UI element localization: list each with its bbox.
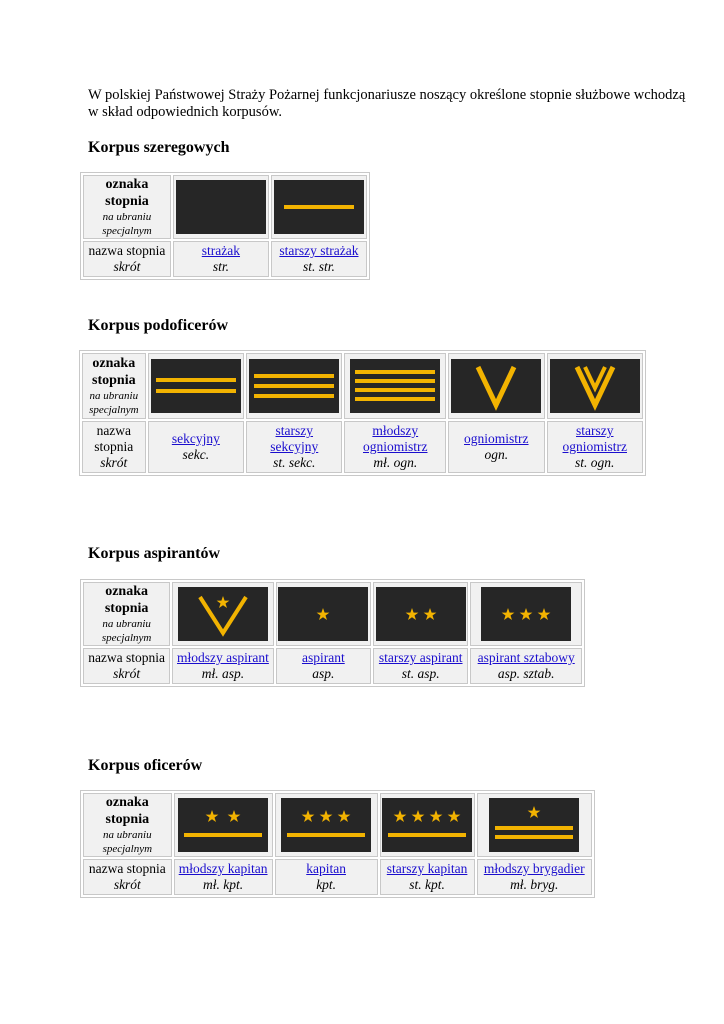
rank-cell <box>246 421 342 473</box>
section-title-aspirantow: Korpus aspirantów <box>88 545 221 562</box>
rank-link-kapitan[interactable]: kapitan <box>306 861 346 876</box>
row-header-name: nazwa stopnia skrót <box>83 648 170 684</box>
rank-cell <box>271 241 367 277</box>
rank-link-starszy-kapitan[interactable]: starszy kapitan <box>386 861 468 876</box>
rank-link-aspirant-sztabowy[interactable]: aspirant sztabowy <box>477 650 575 665</box>
section-title-oficerow: Korpus oficerów <box>88 757 203 774</box>
rank-abbreviation: st. asp. <box>401 666 440 681</box>
rank-link-starszy-sekcyjny[interactable]: starszy sekcyjny <box>270 423 319 454</box>
rank-link-mlodszy-ogniomistrz[interactable]: młodszy ogniomistrz <box>363 423 428 454</box>
row-header-insignia: oznaka stopnia na ubraniu specjalnym <box>83 582 170 646</box>
row-header-name: nazwa stopnia skrót <box>83 241 171 277</box>
rank-abbreviation: st. str. <box>303 259 335 274</box>
insignia-starszy-sekcyjny-image <box>249 359 339 413</box>
rank-abbreviation: mł. bryg. <box>510 877 559 892</box>
row-header-name: nazwa stopnia skrót <box>83 859 172 895</box>
insignia-mlodszy-ogniomistrz-image <box>350 359 440 413</box>
rank-link-mlodszy-brygadier[interactable]: młodszy brygadier <box>483 861 585 876</box>
insignia-cell <box>470 582 582 646</box>
rank-abbreviation: str. <box>212 259 229 274</box>
rank-link-mlodszy-aspirant[interactable]: młodszy aspirant <box>177 650 269 665</box>
rank-link-starszy-aspirant[interactable]: starszy aspirant <box>378 650 463 665</box>
insignia-mlodszy-brygadier-image <box>489 798 579 852</box>
insignia-aspirant-sztabowy-image <box>481 587 571 641</box>
insignia-cell <box>547 353 644 419</box>
insignia-cell <box>344 353 446 419</box>
row-header-insignia: oznaka stopnia na ubraniu specjalnym <box>83 175 171 239</box>
insignia-starszy-aspirant-image <box>376 587 466 641</box>
row-header-insignia: oznaka stopnia na ubraniu specjalnym <box>82 353 146 419</box>
rank-abbreviation: mł. kpt. <box>203 877 244 892</box>
rank-link-mlodszy-kapitan[interactable]: młodszy kapitan <box>178 861 268 876</box>
insignia-mlodszy-kapitan-image <box>178 798 268 852</box>
insignia-ogniomistrz-image <box>451 359 541 413</box>
rank-link-ogniomistrz[interactable]: ogniomistrz <box>464 431 529 446</box>
insignia-row <box>83 582 582 646</box>
rank-cell <box>373 648 468 684</box>
rank-cell <box>148 421 244 473</box>
rank-abbreviation: asp. <box>312 666 335 681</box>
intro-paragraph: W polskiej Państwowej Straży Pożarnej funkcjonariusze noszący określone stopnie służbowe wchodzą w skład odpowiednich korpusów. <box>88 87 686 120</box>
rank-link-starszy-ogniomistrz[interactable]: starszy ogniomistrz <box>562 423 627 454</box>
rank-abbreviation: sekc. <box>182 447 210 462</box>
rank-cell <box>275 859 378 895</box>
rank-abbreviation: mł. asp. <box>201 666 245 681</box>
insignia-cell <box>373 582 468 646</box>
row-header-name: nazwa stopnia skrót <box>82 421 146 473</box>
insignia-starszy-ogniomistrz-image <box>550 359 640 413</box>
rank-cell <box>174 859 273 895</box>
rank-abbreviation: ogn. <box>484 447 509 462</box>
insignia-mlodszy-aspirant-image <box>178 587 268 641</box>
insignia-strazak-image <box>176 180 266 234</box>
insignia-cell <box>174 793 273 857</box>
name-row <box>83 241 367 277</box>
row-header-insignia: oznaka stopnia na ubraniu specjalnym <box>83 793 172 857</box>
rank-link-sekcyjny[interactable]: sekcyjny <box>171 431 220 446</box>
rank-table-aspirantow <box>80 579 585 687</box>
rank-abbreviation: st. kpt. <box>409 877 445 892</box>
section-title-podoficerow: Korpus podoficerów <box>88 317 228 334</box>
rank-cell <box>477 859 593 895</box>
rank-abbreviation: asp. sztab. <box>497 666 555 681</box>
insignia-row <box>82 353 643 419</box>
rank-cell <box>448 421 544 473</box>
insignia-starszy-kapitan-image <box>382 798 472 852</box>
insignia-kapitan-image <box>281 798 371 852</box>
rank-cell <box>470 648 582 684</box>
insignia-cell <box>380 793 475 857</box>
rank-cell <box>547 421 644 473</box>
name-row <box>83 859 592 895</box>
insignia-cell <box>246 353 342 419</box>
name-row <box>82 421 643 473</box>
rank-abbreviation: mł. ogn. <box>373 455 418 470</box>
insignia-cell <box>271 175 367 239</box>
insignia-cell <box>172 582 273 646</box>
rank-abbreviation: kpt. <box>316 877 337 892</box>
rank-cell <box>173 241 269 277</box>
insignia-aspirant-image <box>278 587 368 641</box>
rank-abbreviation: st. sekc. <box>273 455 316 470</box>
insignia-cell <box>477 793 593 857</box>
rank-cell <box>276 648 371 684</box>
rank-cell <box>380 859 475 895</box>
rank-table-oficerow <box>80 790 595 898</box>
insignia-cell <box>275 793 378 857</box>
rank-link-strazak[interactable]: strażak <box>201 243 241 258</box>
rank-link-aspirant[interactable]: aspirant <box>301 650 345 665</box>
insignia-starszy-strazak-image <box>274 180 364 234</box>
rank-table-podoficerow <box>79 350 646 476</box>
section-title-szeregowych: Korpus szeregowych <box>88 139 230 156</box>
insignia-row <box>83 175 367 239</box>
rank-link-starszy-strazak[interactable]: starszy strażak <box>279 243 359 258</box>
name-row <box>83 648 582 684</box>
rank-cell <box>172 648 273 684</box>
insignia-cell <box>276 582 371 646</box>
insignia-row <box>83 793 592 857</box>
rank-abbreviation: st. ogn. <box>575 455 615 470</box>
insignia-sekcyjny-image <box>151 359 241 413</box>
insignia-cell <box>173 175 269 239</box>
insignia-cell <box>148 353 244 419</box>
insignia-cell <box>448 353 544 419</box>
rank-table-szeregowych <box>80 172 370 280</box>
rank-cell <box>344 421 446 473</box>
